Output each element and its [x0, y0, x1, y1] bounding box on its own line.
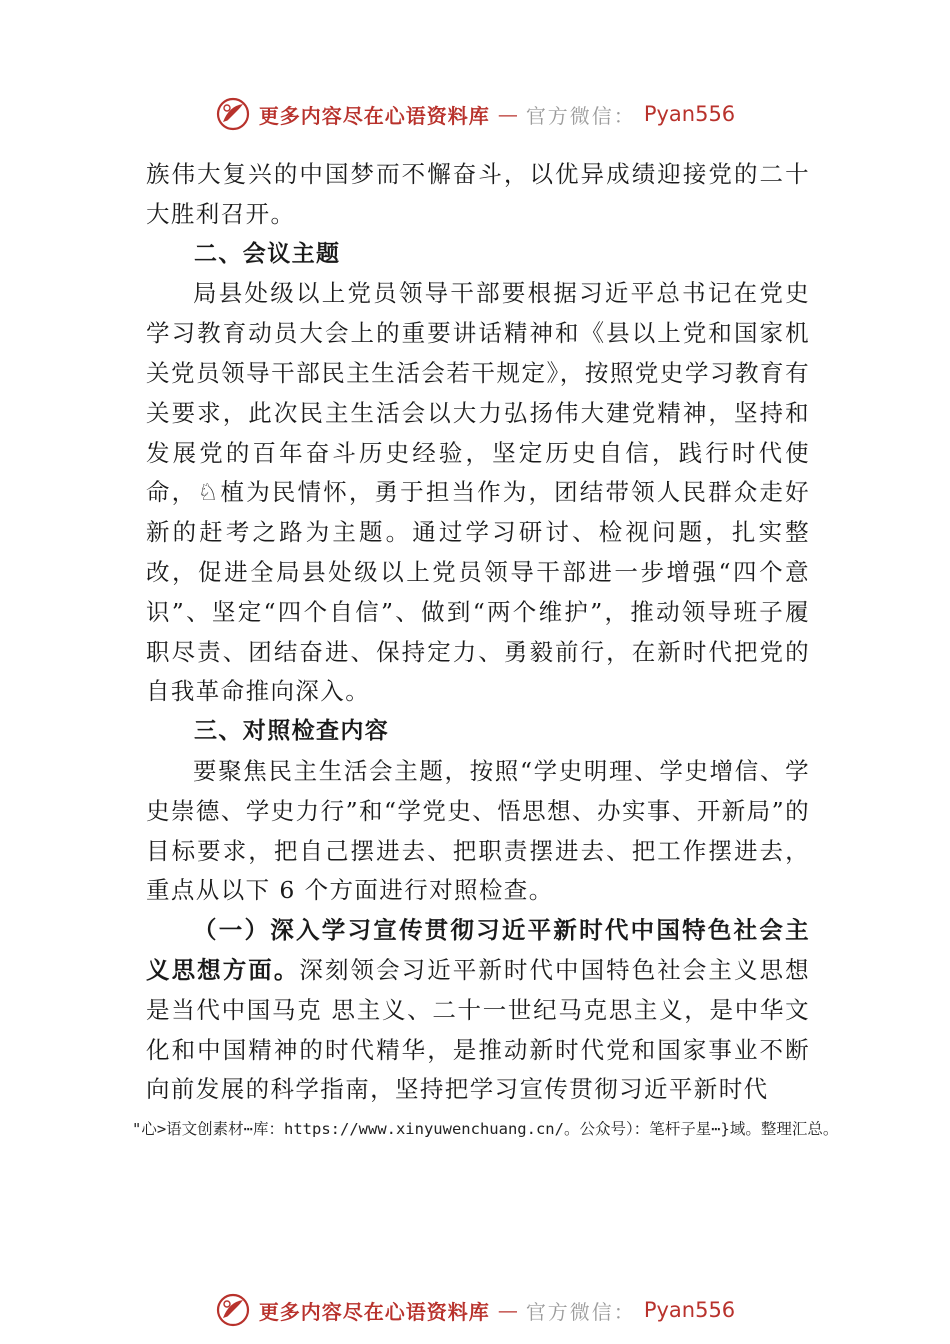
- banner-dash: —: [497, 1298, 518, 1322]
- paragraph-check-content: 要聚焦民主生活会主题，按照“学史明理、学史增信、学史崇德、学史力行”和“学党史、悟思想、办实事、开新局”的目标要求，把自己摆进去、把职责摆进去、把工作摆进去，重点从以下 6 个方面进行对照检查。: [146, 756, 810, 905]
- banner-wechat-id: Pyan556: [643, 102, 736, 126]
- banner-wechat-label: 官方微信：: [525, 1299, 636, 1324]
- banner-dash: —: [497, 102, 518, 126]
- footer-banner: [0, 1288, 950, 1332]
- item-one-text: 深刻领会习近平新时代中国特色社会主义思想是当代中国马克 思主义、二十一世纪马克思主义，是中华文化和中国精神的时代精华，是推动新时代党和国家事业不断向前发展的科学指南，坚持把学习宣传贯彻习近平新时代: [146, 955, 811, 1104]
- section-heading-check-content: 三、对照检查内容: [194, 718, 390, 745]
- header-banner: [0, 92, 950, 136]
- paragraph-meeting-theme: 局县处级以上党员领导干部要根据习近平总书记在党史学习教育动员大会上的重要讲话精神和《县以上党和国家机关党员领导干部民主生活会若干规定》，按照党史学习教育有关要求，此次民主生活会以大力弘扬伟大建党精神，坚持和发展党的百年奋斗历史经验，坚定历史自信，践行时代使命，♘植为民情怀，勇于担当作为，团结带领人民群众走好新的赶考之路为主题。通过学习研讨、检视问题，扎实整改，促进全局县处级以上党员领导干部进一步增强“四个意识”、坚定“四个自信”、做到“两个维护”，推动领导班子履职尽责、团结奋进、保持定力、勇毅前行，在新时代把党的自我革命推向深入。: [146, 279, 810, 706]
- section-heading-meeting-theme: 二、会议主题: [194, 240, 341, 267]
- document-body: [146, 155, 810, 1110]
- source-footnote: "心>语文创素材⋯库：https://www.xinyuwenchuang.cn/。公众号）：笔杆子星⋯}域。整理汇总。: [132, 1120, 839, 1138]
- banner-wechat-label: 官方微信：: [525, 103, 636, 128]
- banner-title: 更多内容尽在心语资料库: [258, 103, 490, 128]
- brand-logo-icon: [215, 96, 251, 132]
- banner-wechat-id: Pyan556: [643, 1298, 736, 1322]
- paragraph-item-one: [146, 911, 810, 1110]
- item-one-heading: （一）深入学习宣传贯彻习近平新时代中国特色社会主义思想方面。: [146, 916, 810, 984]
- brand-logo-icon: [215, 1292, 251, 1328]
- paragraph-intro-continued: 族伟大复兴的中国梦而不懈奋斗，以优异成绩迎接党的二十大胜利召开。: [146, 160, 810, 228]
- banner-title: 更多内容尽在心语资料库: [258, 1299, 490, 1324]
